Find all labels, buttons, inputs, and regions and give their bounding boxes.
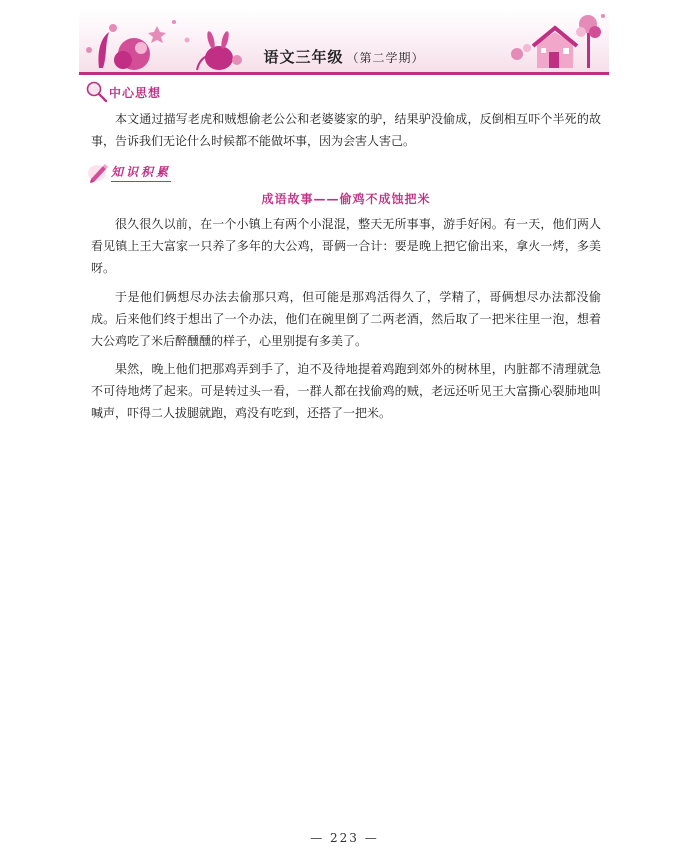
section-central-idea-label: 中心思想 [109,85,162,100]
section-knowledge-label: 知识积累 [111,163,171,182]
header-title [79,46,609,67]
pencil-icon [87,161,111,183]
central-idea-text: 本文通过描写老虎和贼想偷老公公和老婆婆家的驴，结果驴没偷成，反倒相互吓个半死的故事，告诉我们无论什么时候都不能做坏事，因为会害人害己。 [91,112,601,148]
header-title-sub: （第二学期） [346,51,425,65]
header-title-main: 语文三年级 [263,48,344,66]
story-paragraph: 很久很久以前，在一个小镇上有两个小混混，整天无所事事，游手好闲。有一天，他们两人看见镇上王大富家一只养了多年的大公鸡，哥俩一合计：要是晚上把它偷出来，拿火一烤，多美呀。 [91,217,601,275]
story-paragraph: 于是他们俩想尽办法去偷那只鸡，但可能是那鸡活得久了，学精了，哥俩想尽办法都没偷成。后来他们终于想出了一个办法，他们在碗里倒了二两老酒，然后取了一把米往里一泡，想着大公鸡吃了米后醉醺醺的样子，心里别提有多美了。 [91,290,601,348]
page-number: — 223 — [310,831,379,845]
magnifier-icon [85,80,109,104]
page-header [79,10,609,80]
story-paragraph: 果然，晚上他们把那鸡弄到手了，迫不及待地提着鸡跑到郊外的树林里，内脏都不清理就急不可待地烤了起来。可是转过头一看，一群人都在找偷鸡的贼，老远还听见王大富撕心裂肺地叫喊声，吓得二人拔腿就跑，鸡没有吃到，还搭了一把米。 [91,362,601,420]
header-rule [79,72,609,75]
section-central-idea-heading [85,80,161,104]
section-knowledge-heading [87,161,171,183]
story-title: 成语故事——偷鸡不成蚀把米 [261,192,431,206]
